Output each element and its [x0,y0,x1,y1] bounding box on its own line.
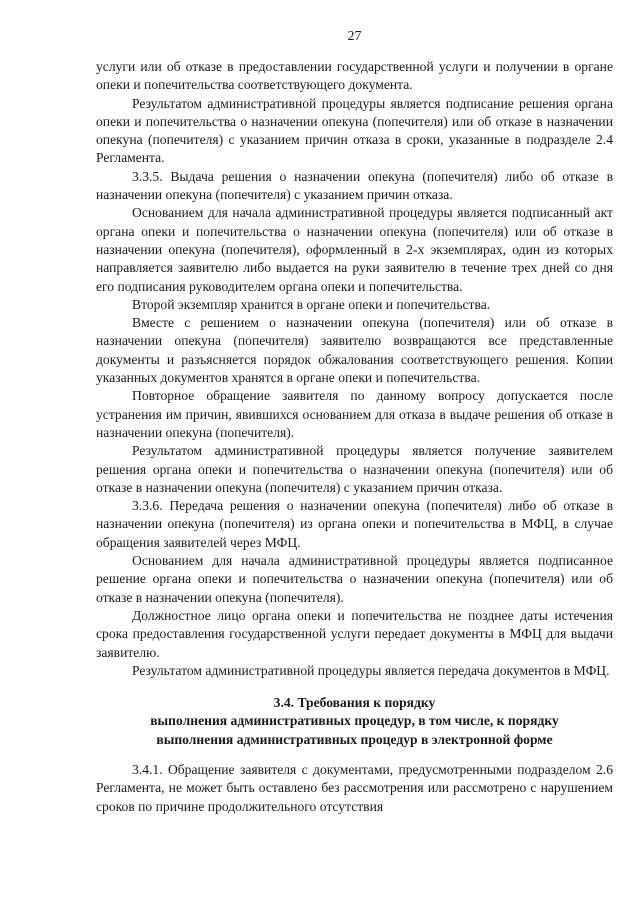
page-number: 27 [347,29,362,44]
paragraph-3-3-6: 3.3.6. Передача решения о назначении опекуна (попечителя) либо об отказе в назначении опекуна (попечителя) из органа опеки и попечительства в МФЦ, в случае обращения заявителей через МФЦ. [96,498,613,550]
paragraph: Результатом административной процедуры является подписание решения органа опеки и попечительства о назначении опекуна (попечителя) или об отказе в назначении опекуна (попечителя) с указанием причин отказа в сроки, указанные в подразделе 2.4 Регламента. [96,95,613,166]
paragraph: Основанием для начала административной процедуры является подписанное решение органа опеки и попечительства о назначении опекуна (попечителя) или об отказе в назначении опекуна (попечителя). [96,553,613,605]
section-heading-line-1: 3.4. Требования к порядку [273,695,436,711]
section-heading-line-2: выполнения административных процедур, в том числе, к порядку [150,713,559,729]
paragraph: Второй экземпляр хранится в органе опеки и попечительства. [132,296,491,312]
paragraph: Результатом административной процедуры является передача документов в МФЦ. [132,662,610,678]
paragraph-3-4-1: 3.4.1. Обращение заявителя с документами, предусмотренными подразделом 2.6 Регламента, не может быть оставлено без рассмотрения или рассмотрено с нарушением сроков по причине продолжительного отсутствия [96,761,613,814]
paragraph: Должностное лицо органа опеки и попечительства не позднее даты истечения срока предоставления государственной услуги передает документы в МФЦ для выдачи заявителю. [96,607,613,660]
document-body [96,58,613,816]
section-heading-line-3: выполнения административных процедур в электронной форме [156,731,553,747]
paragraph: Основанием для начала административной процедуры является подписанный акт органа опеки и попечительства о назначении опекуна (попечителя) или об отказе в назначении опекуна (попечителя), оформленный в 2-х экземплярах, один из которых направляется заявителю либо выдается на руки заявителю в течение трех дней со дня его подписания руководителем органа опеки и попечительства. [96,205,613,294]
paragraph-continuation: услуги или об отказе в предоставлении государственной услуги и получении в органе опеки и попечительства соответствующего документа. [96,59,613,93]
paragraph: Результатом административной процедуры является получение заявителем решения органа опеки и попечительства о назначении опекуна (попечителя) или об отказе в назначении опекуна (попечителя) с указанием причин отказа. [96,443,613,495]
paragraph-3-3-5: 3.3.5. Выдача решения о назначении опекуна (попечителя) либо об отказе в назначении опекуна (попечителя) с указанием причин отказа. [96,168,613,203]
paragraph: Повторное обращение заявителя по данному вопросу допускается после устранения им причин, явившихся основанием для отказа в выдаче решения об отказе в назначении опекуна (попечителя). [96,388,613,440]
paragraph: Вместе с решением о назначении опекуна (попечителя) или об отказе в назначении опекуна (попечителя) заявителю возвращаются все представленные документы и разъясняется порядок обжалования соответствующего решения. Копии указанных документов хранятся в органе опеки и попечительства. [96,315,613,386]
section-heading [96,694,613,749]
